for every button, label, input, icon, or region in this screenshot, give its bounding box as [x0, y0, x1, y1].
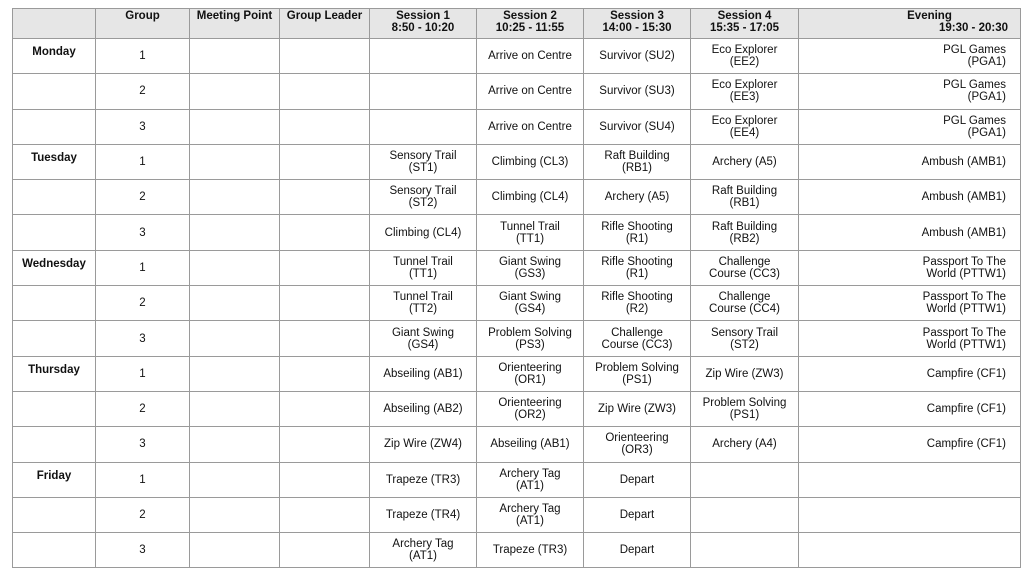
session-3-title: Session 3	[610, 10, 664, 22]
evening-cell: Ambush (AMB1)	[799, 144, 1021, 179]
meeting-point-cell	[190, 286, 280, 321]
session-2-cell: Arrive on Centre	[477, 39, 584, 74]
group-leader-cell	[280, 109, 370, 144]
session-1-cell: Giant Swing (GS4)	[370, 321, 477, 356]
header-session-2	[477, 9, 584, 39]
group-cell: 1	[96, 462, 190, 497]
session-4-cell: Sensory Trail (ST2)	[691, 321, 799, 356]
session-1-cell: Zip Wire (ZW4)	[370, 427, 477, 462]
session-2-cell: Arrive on Centre	[477, 74, 584, 109]
session-4-cell: Eco Explorer (EE4)	[691, 109, 799, 144]
meeting-point-cell	[190, 321, 280, 356]
session-1-cell	[370, 39, 477, 74]
session-4-time: 15:35 - 17:05	[709, 22, 780, 34]
session-3-cell: Depart	[584, 497, 691, 532]
group-cell: 1	[96, 356, 190, 391]
evening-title: Evening	[907, 10, 952, 22]
group-cell: 3	[96, 321, 190, 356]
session-1-title: Session 1	[396, 10, 450, 22]
session-3-cell: Zip Wire (ZW3)	[584, 391, 691, 426]
session-4-cell: Problem Solving (PS1)	[691, 391, 799, 426]
evening-cell: PGL Games (PGA1)	[799, 39, 1021, 74]
session-3-cell: Survivor (SU4)	[584, 109, 691, 144]
day-cell	[13, 497, 96, 532]
group-cell: 3	[96, 109, 190, 144]
session-4-cell: Challenge Course (CC3)	[691, 250, 799, 285]
session-3-cell: Depart	[584, 462, 691, 497]
session-2-cell: Giant Swing (GS4)	[477, 286, 584, 321]
group-leader-cell	[280, 286, 370, 321]
session-4-cell: Eco Explorer (EE2)	[691, 39, 799, 74]
session-4-cell: Challenge Course (CC4)	[691, 286, 799, 321]
header-session-4	[691, 9, 799, 39]
evening-time: 19:30 - 20:30	[938, 22, 1008, 34]
session-1-cell: Tunnel Trail (TT1)	[370, 250, 477, 285]
table-row	[13, 39, 1021, 74]
day-cell	[13, 533, 96, 568]
meeting-point-cell	[190, 356, 280, 391]
group-leader-cell	[280, 391, 370, 426]
evening-cell: Passport To The World (PTTW1)	[799, 286, 1021, 321]
group-leader-cell	[280, 215, 370, 250]
day-cell: Tuesday	[13, 144, 96, 179]
group-leader-cell	[280, 356, 370, 391]
group-leader-cell	[280, 321, 370, 356]
table-row	[13, 180, 1021, 215]
day-cell: Monday	[13, 39, 96, 74]
meeting-point-cell	[190, 462, 280, 497]
group-cell: 3	[96, 427, 190, 462]
session-1-cell: Trapeze (TR3)	[370, 462, 477, 497]
meeting-point-cell	[190, 109, 280, 144]
group-leader-cell	[280, 39, 370, 74]
header-group-leader: Group Leader	[280, 9, 370, 39]
session-3-cell: Problem Solving (PS1)	[584, 356, 691, 391]
group-cell: 2	[96, 74, 190, 109]
table-row	[13, 321, 1021, 356]
evening-cell: Campfire (CF1)	[799, 391, 1021, 426]
meeting-point-cell	[190, 39, 280, 74]
day-cell	[13, 286, 96, 321]
group-cell: 2	[96, 180, 190, 215]
header-evening	[799, 9, 1021, 39]
session-4-cell	[691, 497, 799, 532]
table-row	[13, 356, 1021, 391]
session-1-time: 8:50 - 10:20	[391, 22, 455, 34]
session-2-cell: Climbing (CL3)	[477, 144, 584, 179]
day-cell	[13, 321, 96, 356]
session-3-cell: Raft Building (RB1)	[584, 144, 691, 179]
session-2-cell: Climbing (CL4)	[477, 180, 584, 215]
header-row	[13, 9, 1021, 39]
session-4-cell: Eco Explorer (EE3)	[691, 74, 799, 109]
session-4-cell: Raft Building (RB1)	[691, 180, 799, 215]
session-1-cell: Climbing (CL4)	[370, 215, 477, 250]
table-row	[13, 462, 1021, 497]
day-cell	[13, 391, 96, 426]
header-meeting-point: Meeting Point	[190, 9, 280, 39]
group-cell: 2	[96, 286, 190, 321]
session-4-cell	[691, 533, 799, 568]
meeting-point-cell	[190, 74, 280, 109]
header-day	[13, 9, 96, 39]
table-row	[13, 250, 1021, 285]
meeting-point-cell	[190, 497, 280, 532]
session-4-title: Session 4	[717, 10, 772, 22]
session-2-cell: Arrive on Centre	[477, 109, 584, 144]
session-2-cell: Orienteering (OR1)	[477, 356, 584, 391]
session-3-cell: Rifle Shooting (R2)	[584, 286, 691, 321]
meeting-point-cell	[190, 144, 280, 179]
session-4-cell: Archery (A4)	[691, 427, 799, 462]
session-2-cell: Archery Tag (AT1)	[477, 462, 584, 497]
group-leader-cell	[280, 144, 370, 179]
session-1-cell: Sensory Trail (ST1)	[370, 144, 477, 179]
day-cell	[13, 427, 96, 462]
session-2-cell: Giant Swing (GS3)	[477, 250, 584, 285]
session-3-cell: Orienteering (OR3)	[584, 427, 691, 462]
meeting-point-cell	[190, 533, 280, 568]
session-2-cell: Archery Tag (AT1)	[477, 497, 584, 532]
session-3-time: 14:00 - 15:30	[602, 22, 672, 34]
meeting-point-cell	[190, 391, 280, 426]
evening-cell	[799, 497, 1021, 532]
day-cell: Wednesday	[13, 250, 96, 285]
session-2-cell: Trapeze (TR3)	[477, 533, 584, 568]
table-row	[13, 215, 1021, 250]
evening-cell: Ambush (AMB1)	[799, 180, 1021, 215]
group-cell: 2	[96, 391, 190, 426]
session-3-cell: Archery (A5)	[584, 180, 691, 215]
evening-cell: Campfire (CF1)	[799, 427, 1021, 462]
session-1-cell: Abseiling (AB2)	[370, 391, 477, 426]
session-2-time: 10:25 - 11:55	[495, 22, 565, 34]
session-1-cell: Tunnel Trail (TT2)	[370, 286, 477, 321]
group-cell: 3	[96, 215, 190, 250]
session-2-cell: Problem Solving (PS3)	[477, 321, 584, 356]
session-1-cell	[370, 74, 477, 109]
session-1-cell: Archery Tag (AT1)	[370, 533, 477, 568]
session-4-cell	[691, 462, 799, 497]
day-cell: Friday	[13, 462, 96, 497]
header-session-3	[584, 9, 691, 39]
group-leader-cell	[280, 180, 370, 215]
evening-cell: Ambush (AMB1)	[799, 215, 1021, 250]
day-cell	[13, 109, 96, 144]
evening-cell	[799, 533, 1021, 568]
meeting-point-cell	[190, 180, 280, 215]
session-1-cell	[370, 109, 477, 144]
header-group: Group	[96, 9, 190, 39]
group-cell: 2	[96, 497, 190, 532]
session-4-cell: Archery (A5)	[691, 144, 799, 179]
session-1-cell: Abseiling (AB1)	[370, 356, 477, 391]
evening-cell: PGL Games (PGA1)	[799, 74, 1021, 109]
table-row	[13, 74, 1021, 109]
evening-cell: Passport To The World (PTTW1)	[799, 250, 1021, 285]
table-row	[13, 144, 1021, 179]
table-row	[13, 427, 1021, 462]
session-1-cell: Trapeze (TR4)	[370, 497, 477, 532]
evening-cell: Passport To The World (PTTW1)	[799, 321, 1021, 356]
session-2-cell: Abseiling (AB1)	[477, 427, 584, 462]
group-cell: 1	[96, 39, 190, 74]
session-2-title: Session 2	[503, 10, 557, 22]
session-3-cell: Depart	[584, 533, 691, 568]
meeting-point-cell	[190, 250, 280, 285]
day-cell	[13, 180, 96, 215]
session-2-cell: Tunnel Trail (TT1)	[477, 215, 584, 250]
session-4-cell: Zip Wire (ZW3)	[691, 356, 799, 391]
group-leader-cell	[280, 497, 370, 532]
schedule-table	[12, 8, 1021, 568]
session-3-cell: Challenge Course (CC3)	[584, 321, 691, 356]
table-row	[13, 391, 1021, 426]
table-row	[13, 109, 1021, 144]
session-3-cell: Rifle Shooting (R1)	[584, 250, 691, 285]
group-leader-cell	[280, 250, 370, 285]
evening-cell	[799, 462, 1021, 497]
session-3-cell: Survivor (SU2)	[584, 39, 691, 74]
group-leader-cell	[280, 74, 370, 109]
header-session-1	[370, 9, 477, 39]
table-row	[13, 286, 1021, 321]
group-leader-cell	[280, 427, 370, 462]
session-2-cell: Orienteering (OR2)	[477, 391, 584, 426]
group-cell: 1	[96, 250, 190, 285]
evening-cell: Campfire (CF1)	[799, 356, 1021, 391]
session-3-cell: Survivor (SU3)	[584, 74, 691, 109]
day-cell: Thursday	[13, 356, 96, 391]
group-cell: 3	[96, 533, 190, 568]
group-cell: 1	[96, 144, 190, 179]
group-leader-cell	[280, 533, 370, 568]
day-cell	[13, 215, 96, 250]
session-3-cell: Rifle Shooting (R1)	[584, 215, 691, 250]
table-row	[13, 497, 1021, 532]
session-1-cell: Sensory Trail (ST2)	[370, 180, 477, 215]
table-row	[13, 533, 1021, 568]
meeting-point-cell	[190, 427, 280, 462]
evening-cell: PGL Games (PGA1)	[799, 109, 1021, 144]
day-cell	[13, 74, 96, 109]
meeting-point-cell	[190, 215, 280, 250]
group-leader-cell	[280, 462, 370, 497]
session-4-cell: Raft Building (RB2)	[691, 215, 799, 250]
